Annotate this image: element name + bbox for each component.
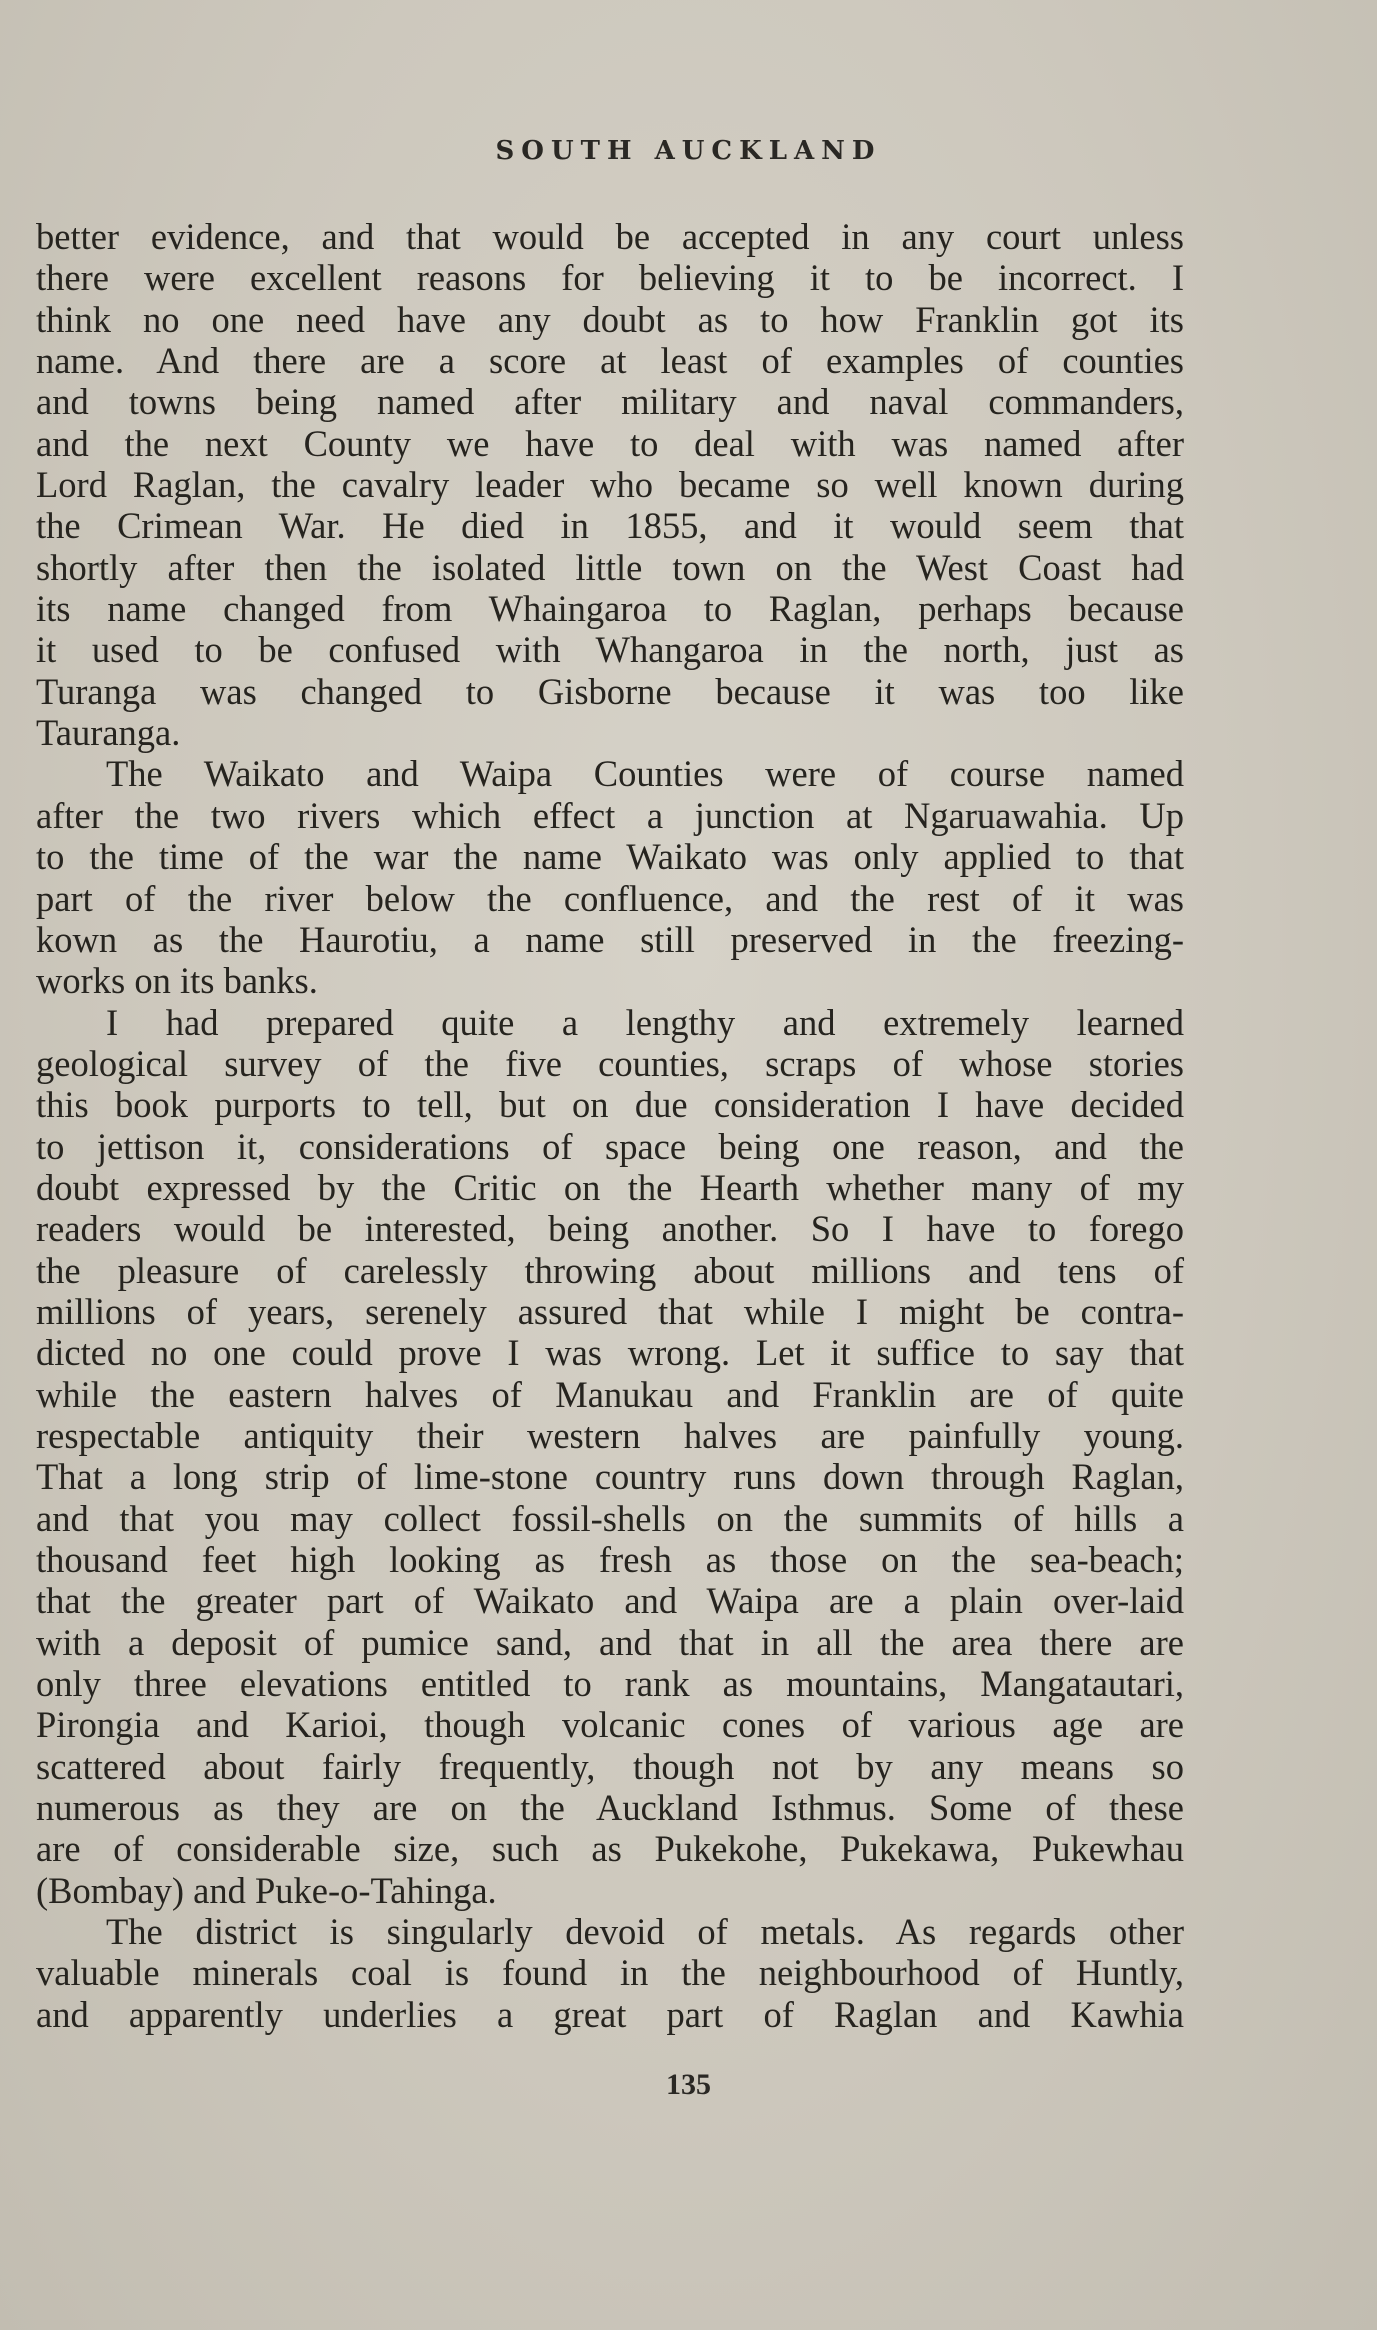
text-line: and the next County we have to deal with was named after — [36, 422, 1184, 464]
page-number: 135 — [666, 2068, 711, 2101]
text-line: its name changed from Whaingaroa to Raglan, perhaps because — [36, 588, 1184, 630]
text-line: after the two rivers which effect a junction at Ngaruawahia. Up — [36, 794, 1184, 836]
text-line: millions of years, serenely assured that while I might be contra- — [36, 1290, 1184, 1332]
text-line: to the time of the war the name Waikato was only applied to that — [36, 836, 1184, 878]
text-line: this book purports to tell, but on due consideration I have decided — [36, 1084, 1184, 1126]
text-line: think no one need have any doubt as to how Franklin got its — [36, 298, 1184, 340]
text-line: numerous as they are on the Auckland Isthmus. Some of these — [36, 1787, 1184, 1829]
text-line: part of the river below the confluence, and the rest of it was — [36, 877, 1184, 919]
text-line: (Bombay) and Puke-o-Tahinga. — [36, 1869, 497, 1911]
text-line: the Crimean War. He died in 1855, and it would seem that — [36, 505, 1184, 547]
text-line: the pleasure of carelessly throwing about millions and tens of — [36, 1249, 1184, 1291]
text-line: shortly after then the isolated little town on the West Coast had — [36, 546, 1184, 588]
text-line: The Waikato and Waipa Counties were of course named — [106, 753, 1184, 795]
text-line: Tauranga. — [36, 712, 181, 754]
text-line: and that you may collect fossil-shells on the summits of hills a — [36, 1497, 1184, 1539]
text-line: works on its banks. — [36, 960, 318, 1002]
text-line: Pirongia and Karioi, though volcanic cones of various age are — [36, 1704, 1184, 1746]
running-head: SOUTH AUCKLAND — [495, 136, 882, 166]
text-line: name. And there are a score at least of examples of counties — [36, 340, 1184, 382]
text-line: while the eastern halves of Manukau and Franklin are of quite — [36, 1373, 1184, 1415]
text-line: geological survey of the five counties, scraps of whose stories — [36, 1042, 1184, 1084]
text-line: Turanga was changed to Gisborne because it was too like — [36, 670, 1184, 712]
text-line: better evidence, and that would be accepted in any court unless — [36, 216, 1184, 257]
text-line: with a deposit of pumice sand, and that in all the area there are — [36, 1621, 1184, 1663]
text-line: valuable minerals coal is found in the neighbourhood of Huntly, — [36, 1952, 1184, 1994]
body-text — [36, 216, 1184, 2035]
text-line: respectable antiquity their western halves are painfully young. — [36, 1414, 1184, 1456]
text-line: to jettison it, considerations of space being one reason, and the — [36, 1125, 1184, 1167]
text-line: are of considerable size, such as Pukekohe, Pukekawa, Pukewhau — [36, 1828, 1184, 1870]
text-line: thousand feet high looking as fresh as those on the sea-beach; — [36, 1539, 1184, 1580]
text-line: Lord Raglan, the cavalry leader who became so well known during — [36, 464, 1184, 506]
text-line: and towns being named after military and naval commanders, — [36, 381, 1184, 423]
text-line: I had prepared quite a lengthy and extremely learned — [106, 1001, 1184, 1043]
text-line: kown as the Haurotiu, a name still preserved in the freezing- — [36, 918, 1184, 960]
text-line: The district is singularly devoid of metals. As regards other — [106, 1911, 1184, 1953]
text-line: and apparently underlies a great part of Raglan and Kawhia — [36, 1993, 1184, 2035]
text-line: that the greater part of Waikato and Waipa are a plain over-laid — [36, 1580, 1184, 1622]
text-line: doubt expressed by the Critic on the Hearth whether many of my — [36, 1166, 1184, 1208]
text-line: That a long strip of lime-stone country runs down through Raglan, — [36, 1456, 1184, 1498]
text-line: only three elevations entitled to rank as mountains, Mangatautari, — [36, 1663, 1184, 1705]
text-line: scattered about fairly frequently, though not by any means so — [36, 1745, 1184, 1787]
text-line: it used to be confused with Whangaroa in the north, just as — [36, 629, 1184, 671]
text-line: readers would be interested, being another. So I have to forego — [36, 1208, 1184, 1250]
text-line: dicted no one could prove I was wrong. Let it suffice to say that — [36, 1332, 1184, 1374]
text-line: there were excellent reasons for believing it to be incorrect. I — [36, 257, 1184, 299]
